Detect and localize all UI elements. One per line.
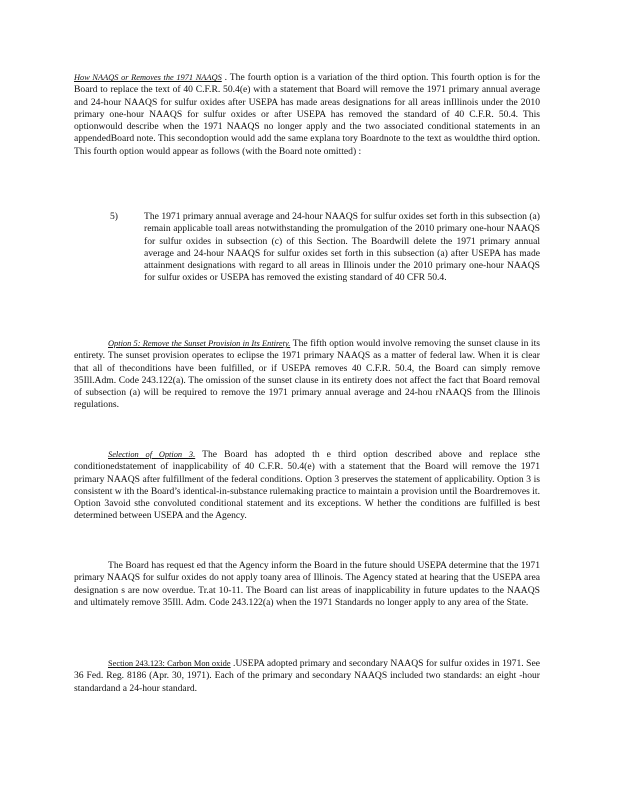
paragraph-selection-option-3 xyxy=(74,449,540,523)
paragraph-agency-request xyxy=(74,560,540,609)
paragraph-option-5 xyxy=(74,338,540,412)
option-4-heading: How NAAQS or Removes the 1971 NAAQS xyxy=(74,73,222,82)
option-4-body: . The fourth option is a variation of the third option. This fourth option is for the Board to replace the text of 40 C.F.R. 50.4(e) with a statement that Board will remove the 1971 primary annual average and 24-hour NAAQS for sulfur oxides after USEPA has made areas designations for all areas inIllinois under the 2010 primary one-hour NAAQS for sulfur oxides or after USEPA has removed the standard of 40 C.F.R. 50.4. This optionwould describe when the 1971 NAAQS no longer apply and the two associated conditional statements in an appendedBoard note. This secondoption would add the same explana tory Boardnote to the text as wouldthe third option. This fourth option would appear as follows (with the Board note omitted) : xyxy=(74,72,540,157)
agency-request-body: The Board has request ed that the Agency inform the Board in the future should USEPA determine that the 1971 primary NAAQS for sulfur oxides do not apply toany area of Illinois. The Agency stated at hearing that the USEPA area designation s are now overdue. Tr.at 10-11. The Board can list areas of inapplicability in future updates to the NAAQS and ultimately remove 35Ill. Adm. Code 243.122(a) when the 1971 Standards no longer apply to any area of the State. xyxy=(74,560,540,608)
list-item-number: 5) xyxy=(110,211,118,222)
selection-heading: Selection of Option 3. xyxy=(108,450,196,459)
list-item-5 xyxy=(110,211,540,285)
option-5-heading: Option 5: Remove the Sunset Provision in Its Entirety. xyxy=(108,339,291,348)
section-243-123-heading: Section 243.123: Carbon Mon oxide xyxy=(108,659,231,668)
paragraph-section-243-123 xyxy=(74,658,540,695)
option-5-body: The fifth option would involve removing the sunset clause in its entirety. The sunset provision operates to eclipse the 1971 primary NAAQS as a matter of federal law. When it is clear that all of theconditions have been fulfilled, or if USEPA removes 40 C.F.R. 50.4, the Board can simply remove 35Ill.Adm. Code 243.122(a). The omission of the sunset clause in its entirety does not affect the fact that Board removal of subsection (a) will be required to remove the 1971 primary annual average and 24-hou rNAAQS from the Illinois regulations. xyxy=(74,338,540,411)
selection-body: The Board has adopted th e third option described above and replace sthe conditionedstatement of inapplicability of 40 C.F.R. 50.4(e) with a statement that the Board will remove the 1971 primary NAAQS after fulfillment of the federal conditions. Option 3 preserves the statement of applicability. Option 3 is consistent w ith the Board’s identical-in-substance rulemaking practice to maintain a provision until the Boardremoves it. Option 3avoid sthe convoluted conditional statement and its exceptions. W hether the conditions are fulfilled is best determined between USEPA and the Agency. xyxy=(74,449,540,522)
paragraph-option-4 xyxy=(74,72,540,158)
list-item-text: The 1971 primary annual average and 24-hour NAAQS for sulfur oxides set forth in this subsection (a) remain applicable toall areas notwithstanding the promulgation of the 2010 primary one-hour NAAQS for sulfur oxides in subsection (c) of this Section. The Boardwill delete the 1971 primary annual average and 24-hour NAAQS for sulfur oxides set forth in this subsection (a) after USEPA has made attainment designations with regard to all areas in Illinois under the 2010 primary one-hour NAAQS for sulfur oxides or USEPA has removed the existing standard of 40 CFR 50.4. xyxy=(144,211,540,284)
section-243-123-body: .USEPA adopted primary and secondary NAAQS for sulfur oxides in 1971. See 36 Fed. Reg. 8186 (Apr. 30, 1971). Each of the primary and secondary NAAQS included two standards: an eight -hour standardand a 24-hour standard. xyxy=(74,658,541,694)
